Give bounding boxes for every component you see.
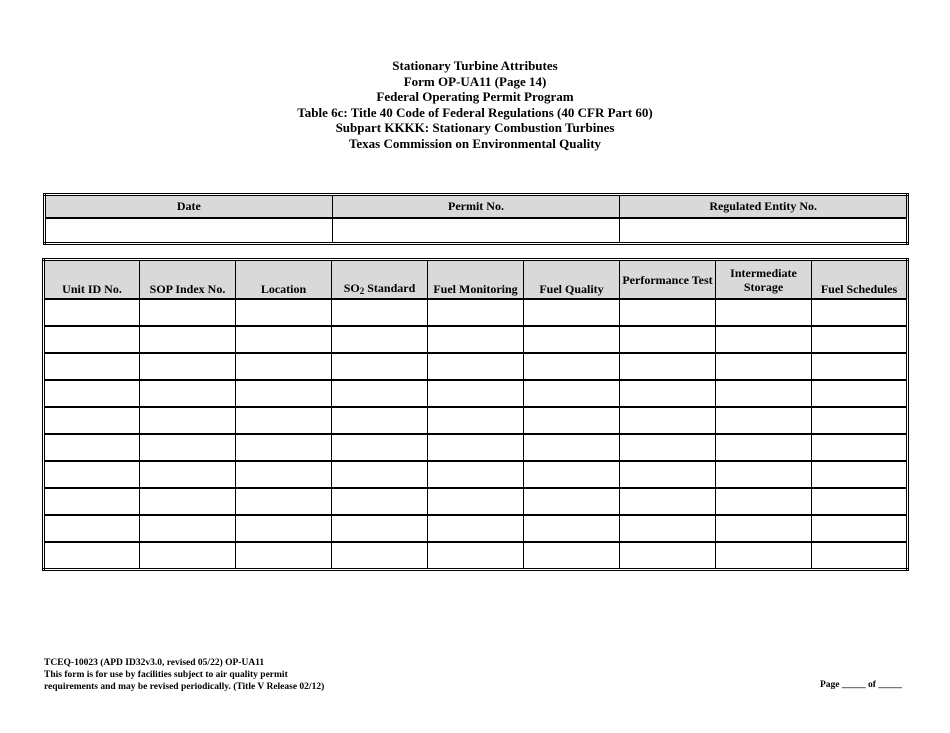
- fuel-monitoring-header: Fuel Monitoring: [428, 260, 524, 300]
- entry-cell[interactable]: [524, 407, 620, 434]
- entry-cell[interactable]: [812, 326, 908, 353]
- performance-test-header: Performance Test: [620, 260, 716, 300]
- entry-cell[interactable]: [236, 353, 332, 380]
- date-header: Date: [45, 195, 333, 219]
- entry-cell[interactable]: [524, 434, 620, 461]
- entry-cell[interactable]: [332, 461, 428, 488]
- entry-cell[interactable]: [332, 353, 428, 380]
- entry-cell[interactable]: [812, 407, 908, 434]
- entry-cell[interactable]: [236, 380, 332, 407]
- subpart-title: Subpart KKKK: Stationary Combustion Turbines: [335, 120, 615, 135]
- entry-cell[interactable]: [812, 542, 908, 570]
- sop-index-header: SOP Index No.: [140, 260, 236, 300]
- entry-cell[interactable]: [812, 380, 908, 407]
- entry-cell[interactable]: [332, 515, 428, 542]
- entry-cell[interactable]: [620, 353, 716, 380]
- entry-cell[interactable]: [620, 380, 716, 407]
- entry-cell[interactable]: [44, 353, 140, 380]
- form-number: Form OP-UA11 (Page 14): [403, 73, 547, 89]
- entry-cell[interactable]: [716, 299, 812, 326]
- usage-note-1: This form is for use by facilities subject to air quality permit: [44, 670, 288, 680]
- location-header: Location: [236, 260, 332, 300]
- entry-cell[interactable]: [524, 515, 620, 542]
- entry-cell[interactable]: [428, 542, 524, 570]
- entry-cell[interactable]: [716, 326, 812, 353]
- entry-cell[interactable]: [44, 542, 140, 570]
- entry-cell[interactable]: [620, 434, 716, 461]
- table-row: [44, 380, 908, 407]
- form-title-line: Stationary Turbine Attributes: [392, 58, 558, 73]
- entry-cell[interactable]: [620, 515, 716, 542]
- entry-cell[interactable]: [332, 542, 428, 570]
- entry-cell[interactable]: [428, 407, 524, 434]
- entry-cell[interactable]: [236, 488, 332, 515]
- date-field[interactable]: [45, 218, 333, 244]
- entry-cell[interactable]: [140, 299, 236, 326]
- entry-cell[interactable]: [620, 407, 716, 434]
- entry-cell[interactable]: [524, 299, 620, 326]
- table-row: [44, 515, 908, 542]
- entry-cell[interactable]: [524, 461, 620, 488]
- entry-cell[interactable]: [332, 488, 428, 515]
- regulated-entity-field[interactable]: [620, 218, 908, 244]
- entry-cell[interactable]: [140, 488, 236, 515]
- so2-subscript: 2: [359, 286, 365, 296]
- entry-cell[interactable]: [236, 299, 332, 326]
- entry-cell[interactable]: [812, 461, 908, 488]
- table-row: [44, 461, 908, 488]
- table-row: [44, 434, 908, 461]
- entry-cell[interactable]: [428, 380, 524, 407]
- entry-cell[interactable]: [44, 461, 140, 488]
- entry-cell[interactable]: [428, 434, 524, 461]
- entry-cell[interactable]: [620, 542, 716, 570]
- regulated-entity-header: Regulated Entity No.: [620, 195, 908, 219]
- entry-cell[interactable]: [428, 353, 524, 380]
- entry-cell[interactable]: [140, 380, 236, 407]
- entry-cell[interactable]: [332, 434, 428, 461]
- entry-cell[interactable]: [620, 461, 716, 488]
- entry-cell[interactable]: [716, 380, 812, 407]
- entry-cell[interactable]: [44, 515, 140, 542]
- entry-cell[interactable]: [812, 434, 908, 461]
- fuel-quality-header: Fuel Quality: [524, 260, 620, 300]
- entry-cell[interactable]: [524, 542, 620, 570]
- table-row: [44, 353, 908, 380]
- entry-cell[interactable]: [428, 299, 524, 326]
- entry-cell[interactable]: [524, 326, 620, 353]
- permit-no-header: Permit No.: [332, 195, 620, 219]
- entry-cell[interactable]: [716, 434, 812, 461]
- so2-prefix: SO: [343, 281, 360, 295]
- entry-cell[interactable]: [524, 488, 620, 515]
- entry-cell[interactable]: [716, 461, 812, 488]
- entry-cell[interactable]: [716, 542, 812, 570]
- table-row: [44, 542, 908, 570]
- usage-note-2: requirements and may be revised periodically. (Title V Release 02/12): [44, 682, 325, 692]
- form-title-block: [0, 58, 950, 151]
- entry-cell[interactable]: [236, 407, 332, 434]
- entry-cell[interactable]: [140, 461, 236, 488]
- entry-cell[interactable]: [620, 488, 716, 515]
- form-id: TCEQ-10023 (APD ID32v3.0, revised 05/22) OP-UA11: [44, 658, 265, 668]
- intermediate-storage-header: Intermediate Storage: [716, 260, 812, 300]
- entry-cell[interactable]: [44, 488, 140, 515]
- so2-suffix: Standard: [364, 281, 416, 295]
- permit-no-field[interactable]: [332, 218, 620, 244]
- entry-cell[interactable]: [620, 326, 716, 353]
- header-info-table: [43, 193, 909, 245]
- turbine-attributes-table: [42, 258, 909, 571]
- entry-cell[interactable]: [140, 434, 236, 461]
- table-row: [44, 407, 908, 434]
- entry-cell[interactable]: [140, 326, 236, 353]
- fuel-schedules-header: Fuel Schedules: [812, 260, 908, 300]
- table-row: [44, 488, 908, 515]
- entry-cell[interactable]: [428, 488, 524, 515]
- table-row: [44, 326, 908, 353]
- entry-cell[interactable]: [812, 488, 908, 515]
- entry-cell[interactable]: [44, 407, 140, 434]
- entry-cell[interactable]: [44, 299, 140, 326]
- entry-cell[interactable]: [236, 515, 332, 542]
- entry-cell[interactable]: [140, 515, 236, 542]
- entry-cell[interactable]: [812, 515, 908, 542]
- entry-cell[interactable]: [428, 461, 524, 488]
- entry-cell[interactable]: [812, 353, 908, 380]
- entry-cell[interactable]: [524, 380, 620, 407]
- entry-cell[interactable]: [716, 353, 812, 380]
- entry-cell[interactable]: [332, 407, 428, 434]
- entry-cell[interactable]: [44, 434, 140, 461]
- entry-cell[interactable]: [44, 326, 140, 353]
- entry-cell[interactable]: [236, 434, 332, 461]
- form-footer: [44, 657, 324, 693]
- entry-cell[interactable]: [428, 326, 524, 353]
- entry-cell[interactable]: [44, 380, 140, 407]
- page-number: Page _____ of _____: [819, 680, 902, 690]
- entry-cell[interactable]: [236, 461, 332, 488]
- entry-cell[interactable]: [332, 326, 428, 353]
- entry-cell[interactable]: [332, 380, 428, 407]
- entry-cell[interactable]: [236, 326, 332, 353]
- entry-cell[interactable]: [524, 353, 620, 380]
- entry-cell[interactable]: [140, 353, 236, 380]
- program-name: Federal Operating Permit Program: [376, 89, 574, 104]
- entry-cell[interactable]: [716, 488, 812, 515]
- entry-cell[interactable]: [812, 299, 908, 326]
- entry-cell[interactable]: [716, 515, 812, 542]
- agency-name: Texas Commission on Environmental Quality: [348, 135, 602, 151]
- entry-cell[interactable]: [140, 407, 236, 434]
- entry-cell[interactable]: [236, 542, 332, 570]
- entry-cell[interactable]: [716, 407, 812, 434]
- unit-id-header: Unit ID No.: [44, 260, 140, 300]
- table-title: Table 6c: Title 40 Code of Federal Regulations (40 CFR Part 60): [297, 104, 653, 120]
- entry-cell[interactable]: [620, 299, 716, 326]
- table-row: [44, 299, 908, 326]
- entry-cell[interactable]: [140, 542, 236, 570]
- entry-cell[interactable]: [428, 515, 524, 542]
- so2-standard-header: [332, 260, 428, 300]
- entry-cell[interactable]: [332, 299, 428, 326]
- table-body: [44, 299, 908, 570]
